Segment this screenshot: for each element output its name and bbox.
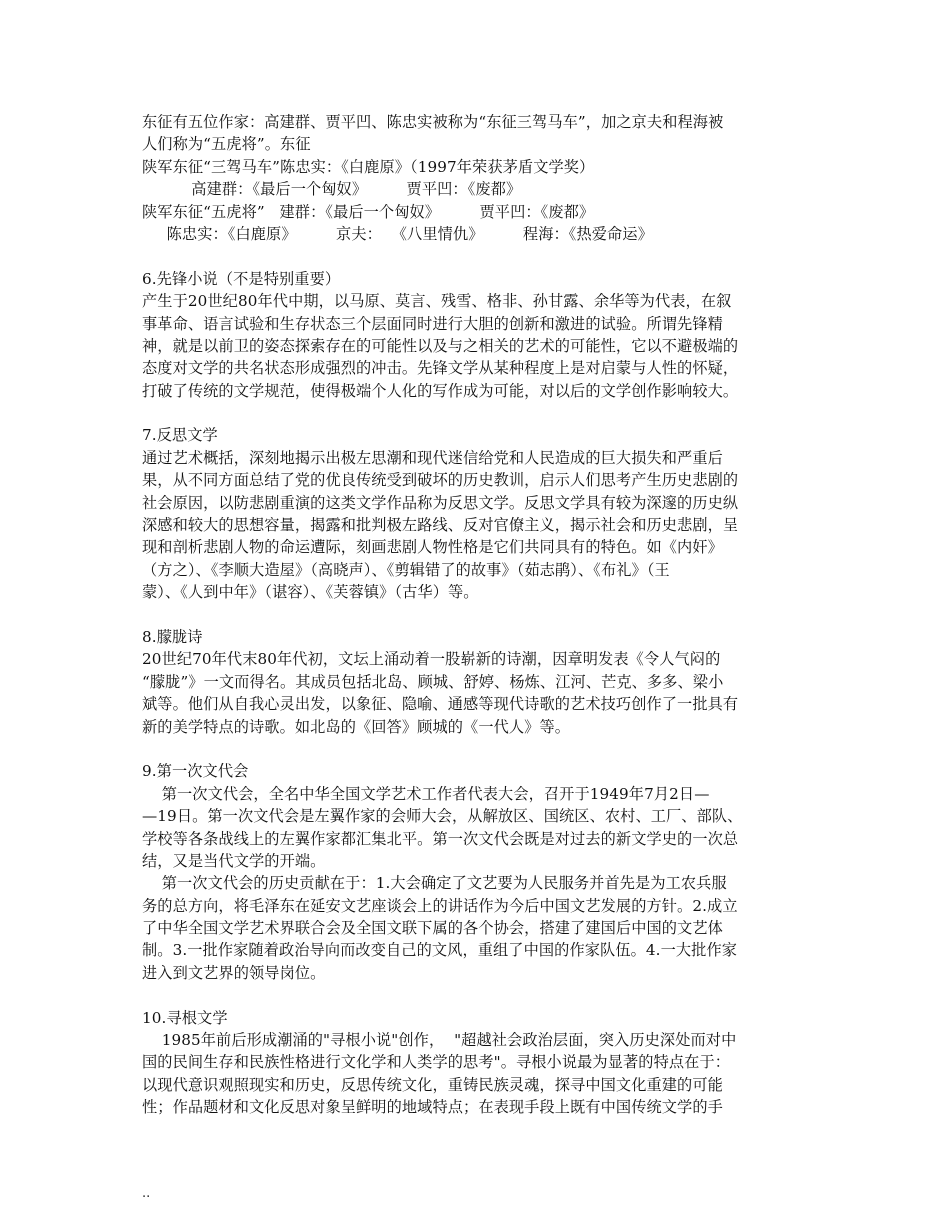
document-body	[142, 111, 814, 1119]
section-root-seeking-literature	[142, 1007, 814, 1119]
paragraph-line: “朦胧”》一文而得名。其成员包括北岛、顾城、舒婷、杨炼、江河、芒克、多多、梁小	[142, 672, 724, 691]
paragraph-line: 新的美学特点的诗歌。如北岛的《回答》顾城的《一代人》等。	[142, 717, 571, 736]
paragraph-line: 斌等。他们从自我心灵出发，以象征、隐喻、通感等现代诗歌的艺术技巧创作了一批具有	[142, 695, 739, 714]
paragraph-line: 蒙）、《人到中年》（谌容）、《芙蓉镇》（古华）等。	[142, 583, 479, 602]
paragraph-line: 制。3.一批作家随着政治导向而改变自己的文风，重组了中国的作家队伍。4.一大批作家	[142, 941, 738, 960]
paragraph-line: 果，从不同方面总结了党的优良传统受到破坏的历史教训，启示人们思考产生历史悲剧的	[142, 471, 739, 490]
section-heading: 7.反思文学	[142, 426, 218, 445]
paragraph-line: 通过艺术概括，深刻地揭示出极左思潮和现代迷信给党和人民造成的巨大损失和严重后	[142, 448, 723, 467]
paragraph-line: （方之）、《李顺大造屋》（高晓声）、《剪辑错了的故事》（茹志鹃）、《布礼》（王	[142, 560, 670, 579]
paragraph-line: 了中华全国文学艺术界联合会及全国文联下属的各个协会，搭建了建国后中国的文艺体	[142, 919, 723, 938]
paragraph-line: 以现代意识观照现实和历史，反思传统文化，重铸民族灵魂，探寻中国文化重建的可能	[142, 1075, 723, 1094]
paragraph-line: 国的民间生存和民族性格进行文化学和人类学的思考"。寻根小说最为显著的特点在于：	[142, 1053, 731, 1072]
intro-line: 陈忠实：《白鹿原》 京夫： 《八里情仇》 程海：《热爱命运》	[142, 224, 653, 243]
section-heading: 9.第一次文代会	[142, 762, 249, 781]
paragraph-line: 社会原因，以防悲剧重演的这类文学作品称为反思文学。反思文学具有较为深邃的历史纵	[142, 493, 739, 512]
paragraph-line: 学校等各条战线上的左翼作家都汇集北平。第一次文代会既是对过去的新文学史的一次总	[142, 829, 739, 848]
section-heading: 10.寻根文学	[142, 1008, 228, 1027]
intro-line: 陕军东征“五虎将” 建群：《最后一个匈奴》 贾平凹：《废都》	[142, 202, 595, 221]
paragraph-line: 打破了传统的文学规范，使得极端个人化的写作成为可能，对以后的文学创作影响较大。	[142, 381, 739, 400]
paragraph-line: 1985年前后形成潮涌的"寻根小说"创作， "超越社会政治层面，突入历史深处而对中	[142, 1031, 737, 1050]
paragraph-line: 第一次文代会，全名中华全国文学艺术工作者代表大会，召开于1949年7月2日—	[142, 784, 710, 803]
section-heading: 6.先锋小说（不是特别重要）	[142, 269, 341, 288]
intro-line: 东征有五位作家：高建群、贾平凹、陈忠实被称为“东征三驾马车”，加之京夫和程海被	[142, 113, 724, 131]
paragraph-line: 20世纪70年代末80年代初，文坛上涌动着一股崭新的诗潮，因章明发表《令人气闷的	[142, 650, 721, 669]
intro-line: 陕军东征“三驾马车”陈忠实：《白鹿原》（1997年荣获茅盾文学奖）	[142, 157, 595, 176]
paragraph-line: 深感和较大的思想容量，揭露和批判极左路线、反对官僚主义，揭示社会和历史悲剧，呈	[142, 516, 739, 535]
section-pioneer-novel	[142, 268, 814, 402]
section-reflection-literature	[142, 424, 814, 603]
section-heading: 8.朦胧诗	[142, 627, 203, 646]
intro-block	[142, 111, 814, 245]
paragraph-line: 进入到文艺界的领导岗位。	[142, 963, 326, 982]
paragraph-line: 神，就是以前卫的姿态探索存在的可能性以及与之相关的艺术的可能性，它以不避极端的	[142, 336, 739, 355]
section-misty-poetry	[142, 626, 814, 738]
paragraph-line: 事革命、语言试验和生存状态三个层面同时进行大胆的创新和激进的试验。所谓先锋精	[142, 314, 723, 333]
paragraph-line: 务的总方向，将毛泽东在延安文艺座谈会上的讲话作为今后中国文艺发展的方针。2.成立	[142, 896, 738, 915]
paragraph-line: 态度对文学的共名状态形成强烈的冲击。先锋文学从某种程度上是对启蒙与人性的怀疑，	[142, 359, 739, 378]
paragraph-line: 产生于20世纪80年代中期，以马原、莫言、残雪、格非、孙甘露、余华等为代表，在叙	[142, 292, 732, 311]
paragraph-line: 结，又是当代文学的开端。	[142, 851, 326, 870]
page-footer-mark: ..	[142, 1186, 151, 1201]
paragraph-line: 第一次文代会的历史贡献在于：1.大会确定了文艺要为人民服务并首先是为工农兵服	[142, 874, 727, 893]
paragraph-line: 现和剖析悲剧人物的命运遭际，刻画悲剧人物性格是它们共同具有的特色。如《内奸》	[142, 538, 723, 557]
intro-line: 高建群：《最后一个匈奴》 贾平凹：《废都》	[142, 180, 522, 199]
paragraph-line: —19日。第一次文代会是左翼作家的会师大会，从解放区、国统区、农村、工厂、部队、	[142, 807, 743, 826]
intro-line: 人们称为“五虎将”。东征	[142, 135, 311, 154]
section-first-congress	[142, 760, 814, 984]
paragraph-line: 性；作品题材和文化反思对象呈鲜明的地域特点；在表现手段上既有中国传统文学的手	[142, 1098, 723, 1117]
